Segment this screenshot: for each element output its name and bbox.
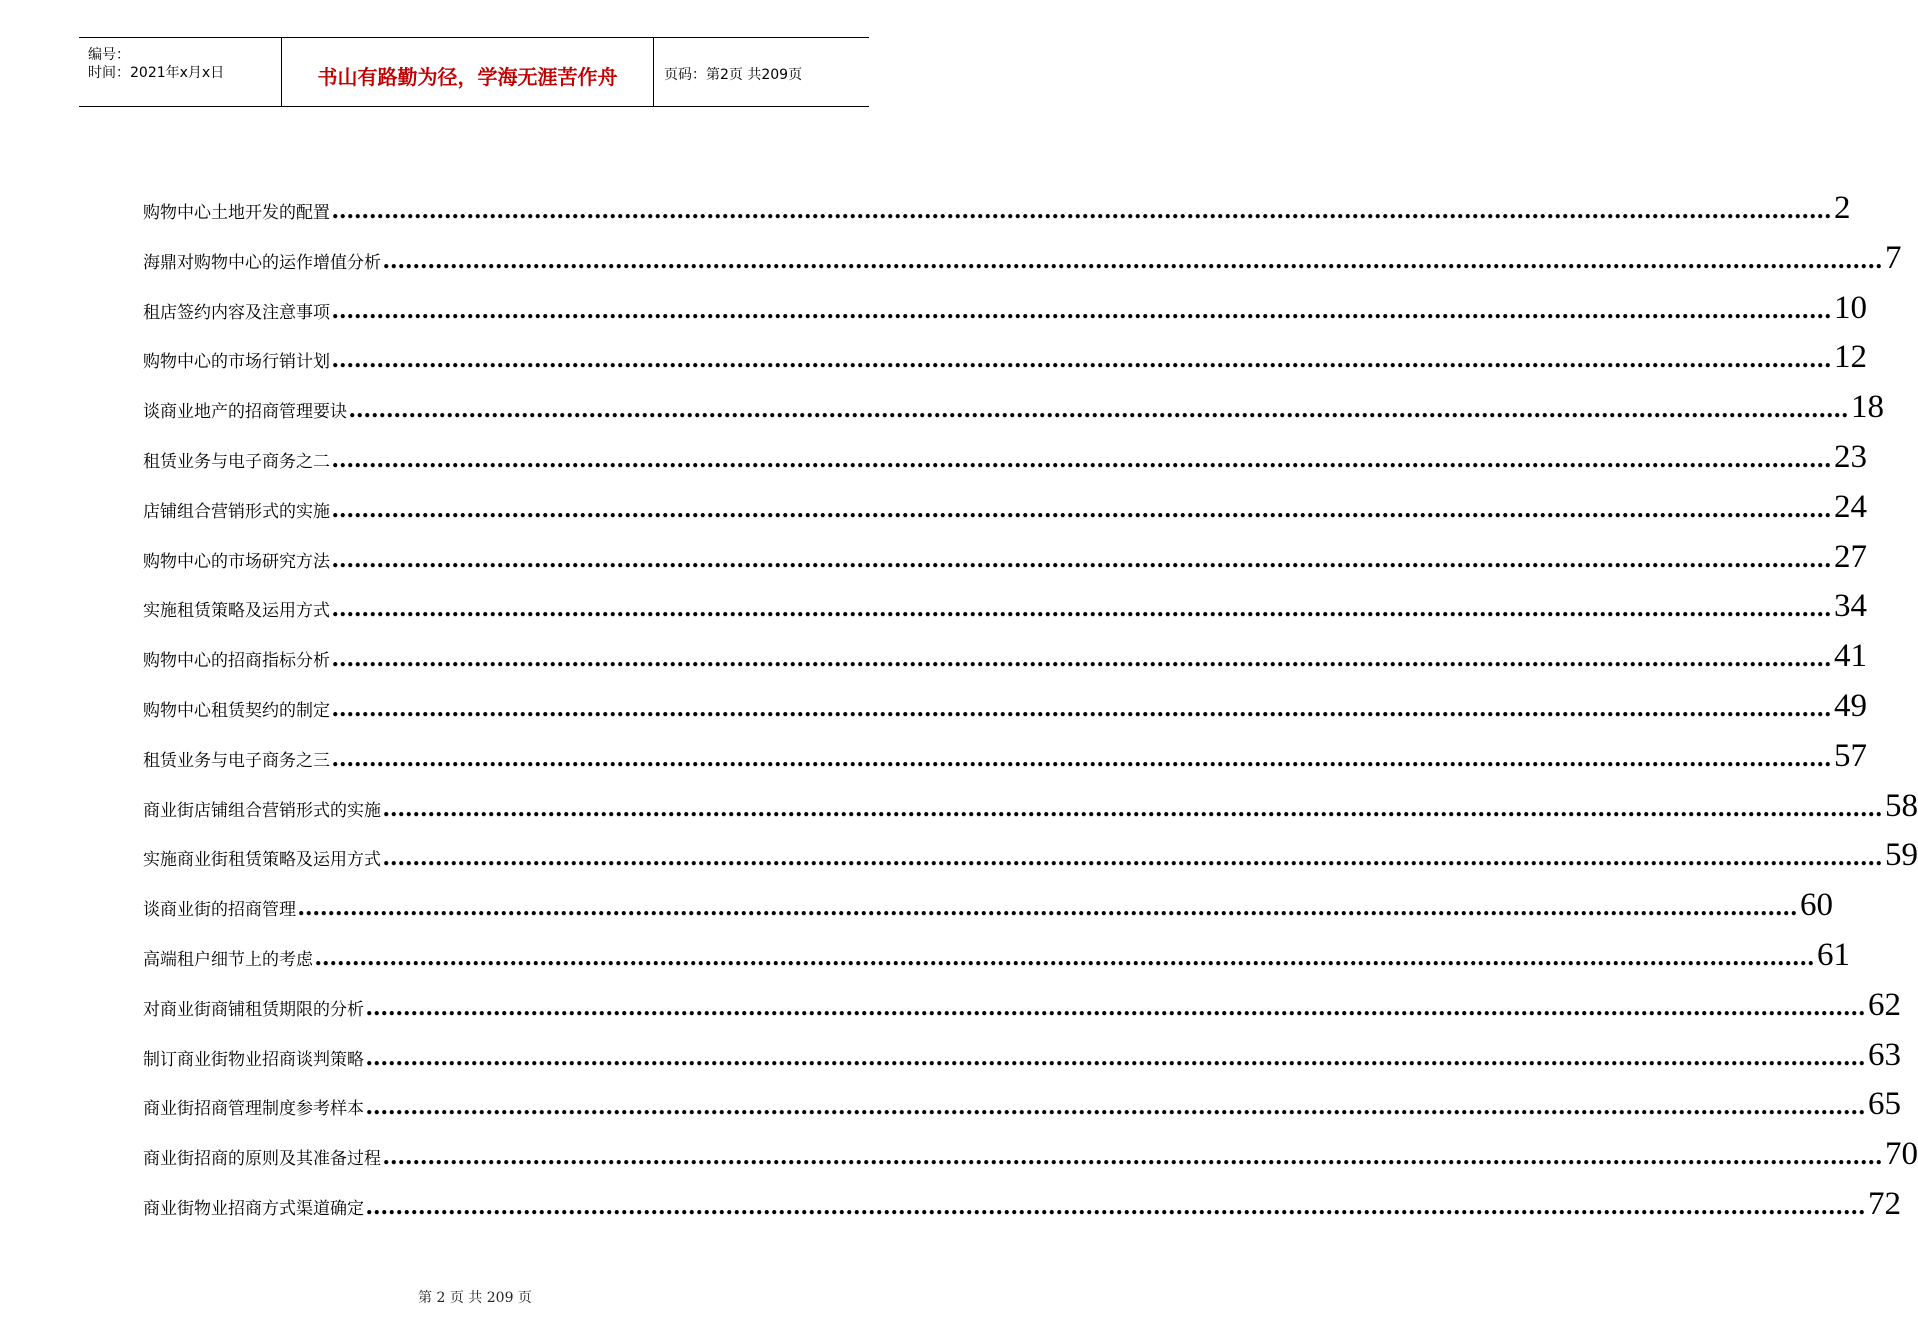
toc-entry-title: 高端租户细节上的考虑	[143, 949, 313, 970]
toc-leader-dots: ........................................................................................................................................................................................................	[332, 543, 1832, 573]
toc-leader-dots: ........................................................................................................................................................................................................	[332, 294, 1832, 324]
toc-entry-page: 27	[1834, 538, 1867, 575]
toc-entry[interactable]	[143, 737, 1867, 788]
toc-entry-title: 店铺组合营销形式的实施	[143, 501, 330, 522]
toc-leader-dots: ........................................................................................................................................................................................................	[315, 941, 1815, 971]
toc-entry-page: 18	[1851, 389, 1884, 426]
toc-entry[interactable]	[143, 239, 1902, 290]
toc-entry[interactable]	[143, 638, 1867, 688]
toc-entry[interactable]	[143, 289, 1867, 340]
toc-entry[interactable]	[143, 1036, 1901, 1087]
toc-entry[interactable]	[143, 837, 1918, 887]
toc-entry-page: 63	[1868, 1036, 1901, 1073]
toc-entry-title: 实施租赁策略及运用方式	[143, 601, 330, 622]
header-meta-cell	[79, 38, 282, 106]
page-footer: 第 2 页 共 209 页	[418, 1290, 532, 1306]
toc-leader-dots: ........................................................................................................................................................................................................	[332, 195, 1832, 224]
toc-entry[interactable]	[143, 588, 1867, 638]
toc-entry-title: 商业街招商的原则及其准备过程	[143, 1149, 381, 1170]
toc-entry-title: 租店签约内容及注意事项	[143, 302, 330, 323]
toc-entry-title: 购物中心租赁契约的制定	[143, 700, 330, 721]
toc-entry-title: 购物中心土地开发的配置	[143, 203, 330, 223]
toc-entry-title: 制订商业街物业招商谈判策略	[143, 1049, 364, 1070]
toc-entry-title: 商业街物业招商方式渠道确定	[143, 1198, 364, 1219]
toc-entry-title: 实施商业街租赁策略及运用方式	[143, 850, 381, 871]
toc-leader-dots: ........................................................................................................................................................................................................	[383, 244, 1883, 274]
table-of-contents	[143, 190, 1918, 1236]
toc-entry-page: 7	[1885, 239, 1902, 276]
toc-leader-dots: ........................................................................................................................................................................................................	[366, 1190, 1866, 1220]
toc-entry[interactable]	[143, 488, 1867, 539]
toc-entry-page: 62	[1868, 986, 1901, 1023]
header-page-cell	[654, 38, 869, 106]
toc-entry-title: 谈商业街的招商管理	[143, 900, 296, 921]
toc-leader-dots: ........................................................................................................................................................................................................	[298, 892, 1798, 922]
toc-entry-page: 34	[1834, 588, 1867, 625]
toc-entry-page: 41	[1834, 638, 1867, 675]
toc-entry[interactable]	[143, 538, 1867, 589]
toc-entry[interactable]	[143, 936, 1850, 987]
toc-leader-dots: ........................................................................................................................................................................................................	[332, 493, 1832, 523]
toc-entry-page: 10	[1834, 289, 1867, 326]
header-motto-cell	[282, 38, 654, 106]
toc-leader-dots: ........................................................................................................................................................................................................	[366, 1091, 1866, 1121]
toc-entry-title: 海鼎对购物中心的运作增值分析	[143, 252, 381, 273]
number-label: 编号：	[88, 47, 130, 63]
toc-entry-page: 61	[1817, 936, 1850, 973]
toc-entry-title: 谈商业地产的招商管理要诀	[143, 402, 347, 423]
toc-entry[interactable]	[143, 1185, 1901, 1236]
time-label: 时间：2021年x月x日	[88, 65, 225, 81]
toc-entry-title: 租赁业务与电子商务之三	[143, 750, 330, 771]
toc-leader-dots: ........................................................................................................................................................................................................	[332, 593, 1832, 623]
toc-leader-dots: ........................................................................................................................................................................................................	[332, 643, 1832, 673]
toc-entry-title: 商业街店铺组合营销形式的实施	[143, 800, 381, 821]
toc-entry-page: 70	[1885, 1136, 1918, 1173]
toc-entry-page: 58	[1885, 787, 1918, 824]
toc-entry-title: 租赁业务与电子商务之二	[143, 451, 330, 472]
toc-entry-page: 59	[1885, 837, 1918, 874]
motto: 书山有路勤为径，学海无涯苦作舟	[317, 65, 618, 89]
toc-entry[interactable]	[143, 1086, 1901, 1136]
toc-entry-page: 65	[1868, 1086, 1901, 1123]
toc-entry[interactable]	[143, 190, 1851, 240]
toc-entry-title: 购物中心的招商指标分析	[143, 651, 330, 672]
toc-leader-dots: ........................................................................................................................................................................................................	[366, 991, 1866, 1021]
toc-entry-page: 2	[1834, 190, 1851, 226]
toc-leader-dots: ........................................................................................................................................................................................................	[332, 742, 1832, 772]
toc-entry-title: 购物中心的市场行销计划	[143, 352, 330, 373]
toc-entry[interactable]	[143, 438, 1867, 489]
toc-entry[interactable]	[143, 887, 1833, 937]
toc-leader-dots: ........................................................................................................................................................................................................	[383, 1141, 1883, 1171]
toc-leader-dots: ........................................................................................................................................................................................................	[332, 443, 1832, 473]
toc-leader-dots: ........................................................................................................................................................................................................	[383, 792, 1883, 822]
toc-entry-title: 商业街招商管理制度参考样本	[143, 1099, 364, 1120]
toc-leader-dots: ........................................................................................................................................................................................................	[349, 394, 1849, 424]
page-code: 页码：第2页 共209页	[664, 67, 803, 83]
toc-leader-dots: ........................................................................................................................................................................................................	[332, 344, 1832, 374]
toc-leader-dots: ........................................................................................................................................................................................................	[366, 1041, 1866, 1071]
toc-entry[interactable]	[143, 787, 1918, 838]
toc-leader-dots: ........................................................................................................................................................................................................	[383, 842, 1883, 872]
toc-leader-dots: ........................................................................................................................................................................................................	[332, 692, 1832, 722]
toc-entry-title: 购物中心的市场研究方法	[143, 551, 330, 572]
page-header	[79, 37, 869, 107]
toc-entry[interactable]	[143, 339, 1867, 389]
toc-entry-page: 57	[1834, 737, 1867, 774]
toc-entry-page: 24	[1834, 488, 1867, 525]
toc-entry-page: 23	[1834, 438, 1867, 475]
toc-entry-page: 12	[1834, 339, 1867, 376]
toc-entry[interactable]	[143, 1136, 1918, 1186]
toc-entry-page: 72	[1868, 1185, 1901, 1222]
toc-entry-page: 60	[1800, 887, 1833, 924]
toc-entry-page: 49	[1834, 687, 1867, 724]
toc-entry[interactable]	[143, 687, 1867, 738]
toc-entry[interactable]	[143, 389, 1884, 439]
toc-entry-title: 对商业街商铺租赁期限的分析	[143, 999, 364, 1020]
toc-entry[interactable]	[143, 986, 1901, 1037]
